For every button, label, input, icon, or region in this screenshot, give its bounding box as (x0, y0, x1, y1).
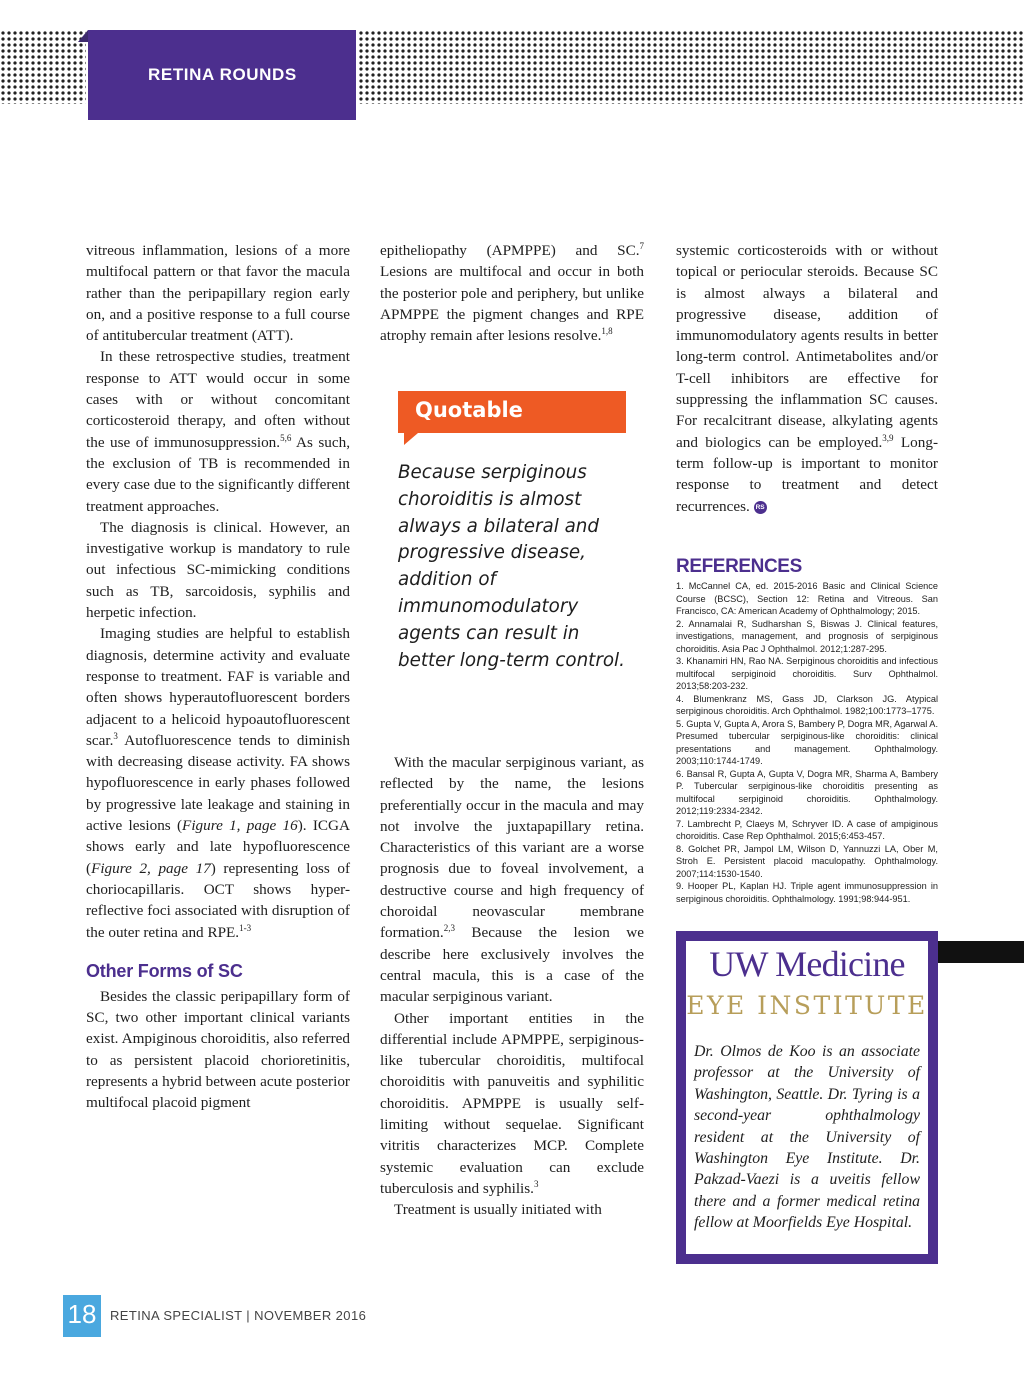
paragraph: vitreous inflammation, lesions of a more multifocal pattern or that favor the macula rather than the peripapillary region early on, and a positive response to a full course of antitubercular treatment (ATT). (86, 242, 350, 345)
header-dot-pattern-right (358, 30, 1024, 104)
paragraph: Treatment is usually initiated with (394, 1201, 602, 1219)
reference-item: 3. Khanamiri HN, Rao NA. Serpiginous choroiditis and infectious multifocal serpiginoid choroiditis. Surv Ophthalmol. 2013;58:203-232. (676, 656, 938, 691)
eye-institute-logo: EYE INSTITUTE (686, 991, 928, 1020)
paragraph: Besides the classic peripapillary form of SC, two other important clinical variants exist. Ampiginous choroiditis, also referred to as persistent placoid chorioretinitis, represents a hybrid between acute posterior multifocal placoid pigment (86, 987, 350, 1112)
article-column-2-top (380, 240, 644, 346)
references-section (676, 556, 938, 905)
article-column-2-bottom (380, 752, 644, 1221)
reference-item: 7. Lambrecht P, Claeys M, Schryver ID. A case of ampiginous choroiditis. Case Rep Ophthalmol. 2015;6:453-457. (676, 818, 938, 841)
article-column-3 (676, 240, 938, 517)
references-title: REFERENCES (676, 556, 802, 577)
article-column-1 (86, 240, 350, 1114)
figure-reference: Figure 2, page 17 (91, 859, 211, 877)
paragraph: epitheliopathy (APMPPE) and SC.$^7$ Lesions are multifocal and occur in both the posterior pole and periphery, but unlike APMPPE the pigment changes and RPE atrophy remain after lesions resolve.$^{1,8}$ (380, 240, 644, 345)
section-label: RETINA ROUNDS (148, 65, 297, 84)
reference-item: 4. Blumenkranz MS, Gass JD, Clarkson JG. Atypical serpiginous choroiditis. Arch Ophthalmol. 1982;100:1773–1775. (676, 693, 938, 716)
author-bio-box (676, 931, 938, 1264)
section-tab (88, 30, 356, 120)
quotable-title: Quotable (415, 398, 523, 422)
reference-item: 8. Golchet PR, Jampol LM, Wilson D, Yannuzzi LA, Ober M, Stroh E. Persistent placoid maculopathy. Ophthalmology. 2007;114:1530-1540. (676, 843, 938, 879)
reference-item: 5. Gupta V, Gupta A, Arora S, Bambery P, Dogra MR, Agarwal A. Presumed tubercular serpiginous-like choroiditis: clinical presentations and management. Ophthalmology. 2003;110:1744-1749. (676, 718, 938, 766)
author-bio-text: Dr. Olmos de Koo is an associate professor at the University of Washington, Seattle. Dr. Tyring is a second-year ophthalmology resident at the University of Washington Eye Institute. Dr. Pakzad-Vaezi is a uveitis fellow there and a former medical retina fellow at Moorfields Eye Hospital. (694, 1043, 920, 1232)
page-number: 18 (67, 1299, 97, 1329)
reference-item: 2. Annamalai R, Sudharshan S, Biswas J. Clinical features, investigations, management, and prognosis of serpiginous choroiditis. Asia Pac J Ophthalmol. 2012;1:287-295. (676, 618, 938, 654)
paragraph: In these retrospective studies, treatment response to ATT would occur in some cases with or without concomitant corticosteroid therapy, and often without the use of immunosuppression.$^{5,6}$ As such, the exclusion of TB is recommended in every case due to the significantly different treatment approaches. (86, 348, 350, 515)
publication-footer: RETINA SPECIALIST | NOVEMBER 2016 (110, 1308, 367, 1323)
reference-item: 9. Hooper PL, Kaplan HJ. Triple agent immunosuppression in serpiginous choroiditis. Ophthalmology. 1991;98:944-951. (676, 881, 938, 904)
decorative-bar (938, 941, 1024, 963)
reference-item: 1. McCannel CA, ed. 2015-2016 Basic and Clinical Science Course (BCSC), Section 12: Retina and Vitreous. San Francisco, CA: American Academy of Ophthalmology; 2015. (676, 581, 938, 616)
reference-item: 6. Bansal R, Gupta A, Gupta V, Dogra MR, Sharma A, Bambery P. Tubercular serpiginous-like choroiditis presenting as multifocal serpiginoid choroiditis. Ophthalmology. 2012;119:2334-2342. (676, 768, 938, 816)
paragraph: The diagnosis is clinical. However, an investigative workup is mandatory to rule out infectious SC-mimicking conditions such as TB, sarcoidosis, syphilis and herpetic infection. (86, 518, 350, 622)
uw-medicine-logo: UW Medicine (709, 944, 905, 984)
subheading: Other Forms of SC (86, 960, 243, 981)
end-of-article-badge-icon: RS (754, 501, 767, 514)
paragraph: Other important entities in the differential include APMPPE, serpiginous-like tubercular choroiditis, multifocal choroiditis with panuveitis and syphilitic choroiditis. APMPPE is usually self-limiting without sequelae. Significant vitritis characterizes MCP. Complete systemic evaluation can exclude tuberculosis and syphilis.$^3$ (380, 1009, 644, 1197)
section-tab-fold (78, 30, 88, 42)
paragraph: Imaging studies are helpful to establish diagnosis, determine activity and evaluate response to treatment. FAF is variable and often shows hyperautofluorescent borders adjacent to a helicoid hypoautofluorescent scar.$^3$ Autofluorescence tends to diminish with decreasing disease activity. FA shows hypofluorescence in early phases followed by progressive late leakage and staining in active lesions (Figure 1, page 16). ICGA shows early and late hypofluorescence (Figure 2, page 17) representing loss of choriocapillaris. OCT shows hyper-reflective foci associated with disruption of the outer retina and RPE.$^{1-3}$ (86, 625, 350, 941)
header-dot-pattern-left (0, 30, 86, 104)
paragraph: With the macular serpiginous variant, as reflected by the name, the lesions preferentially occur in the macula and may not involve the juxtapapillary retina. Characteristics of this variant are a worse prognosis due to foveal involvement, a destructive course and high frequency of choroidal neovascular membrane formation.$^{2,3}$ Because the lesion we describe here exclusively involves the central macula, this is a case of the macular serpiginous variant. (380, 754, 644, 1006)
author-bio-inner (686, 941, 928, 1254)
quotable-banner (398, 391, 626, 433)
paragraph: systemic corticosteroids with or without topical or periocular steroids. Because SC is almost always a bilateral and progressive disease, addition of immunomodulatory agents results in better long-term control. Antimetabolites and/or T-cell inhibitors are effective for suppressing the inflammation SC causes. For recalcitrant disease, alkylating agents and biologics can be employed.$^{3,9}$ Long-term follow-up is important to monitor response to treatment and detect recurrences. RS (676, 242, 938, 515)
pull-quote-text: Because serpiginous choroiditis is almost always a bilateral and progressive disease, addition of immunomodulatory agents can result in better long-term control. (398, 462, 625, 671)
figure-reference: Figure 1, page 16 (182, 817, 298, 835)
page-number-box (63, 1295, 101, 1337)
